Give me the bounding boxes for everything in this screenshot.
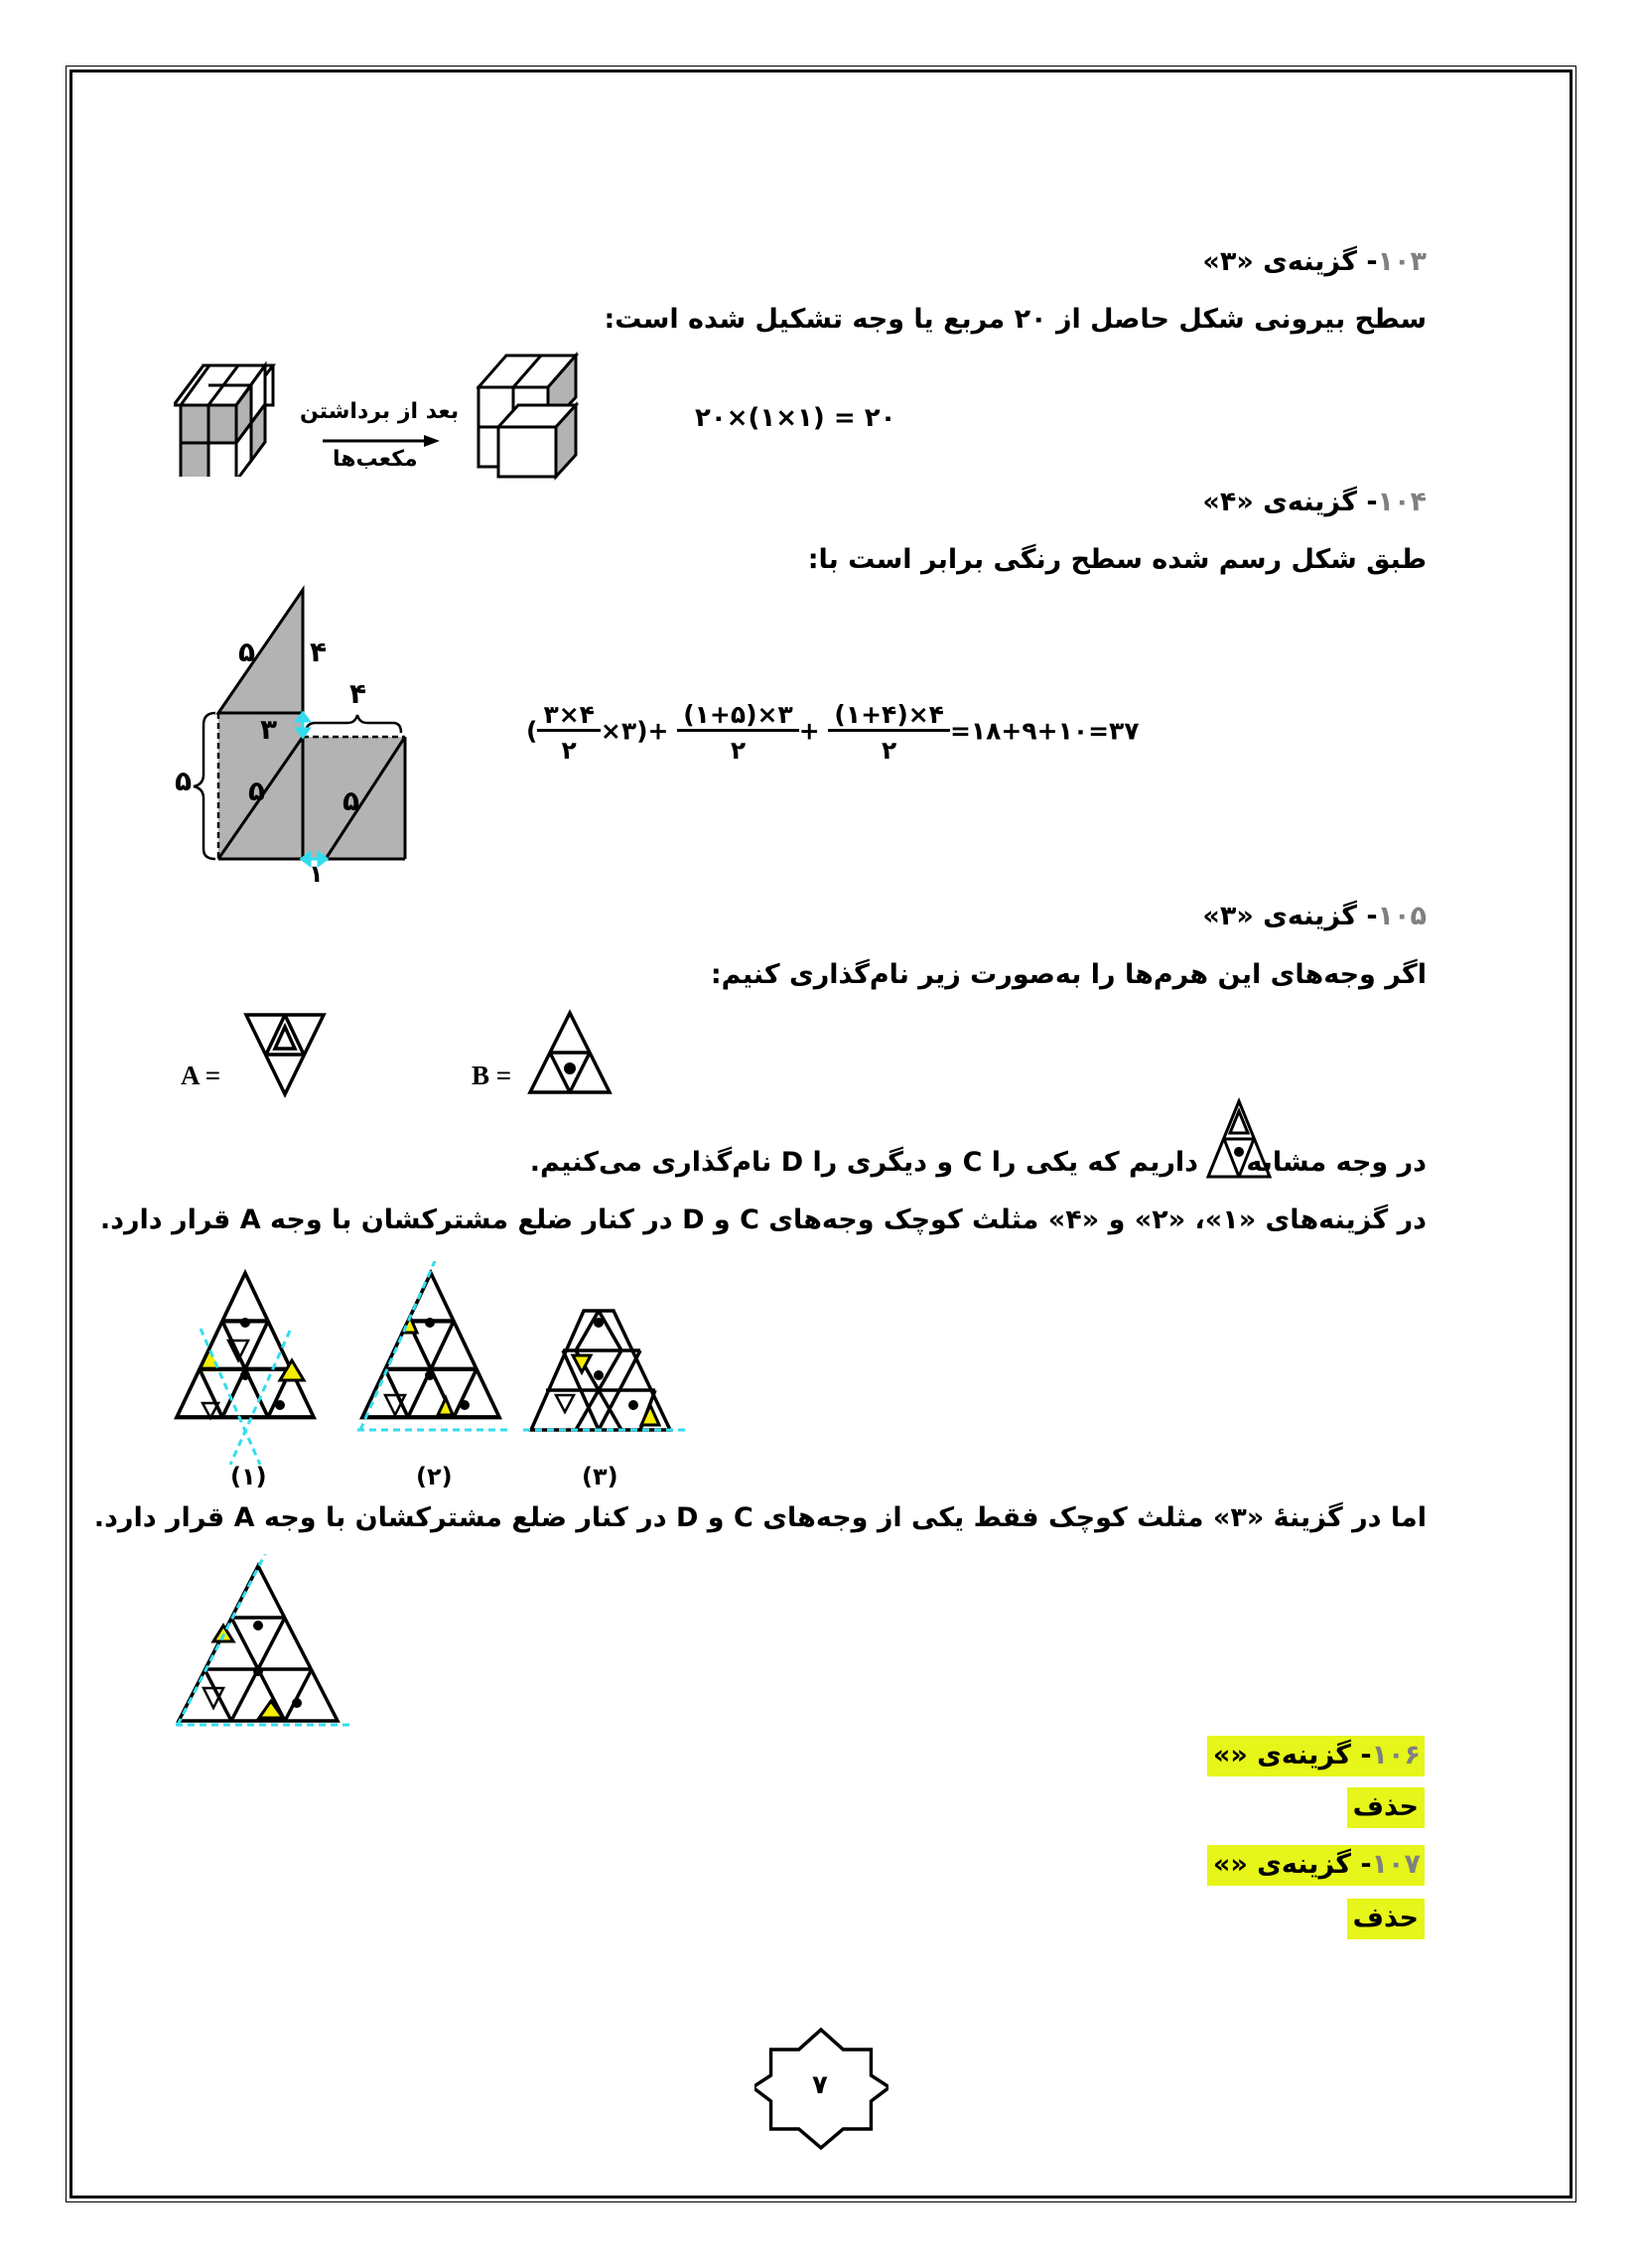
q103-remaining-cubes-figure (477, 348, 586, 482)
q106-heading (1207, 1736, 1425, 1776)
fraction-2-numerator: (۱+۵)×۳ (677, 700, 799, 732)
fraction-1-numerator: ۳×۴ (537, 700, 600, 732)
q107-number: ۱۰۷ (1371, 1849, 1421, 1880)
formula-fraction-2 (677, 700, 799, 765)
q103-arrow-bottom: مکعب‌ها (333, 447, 418, 472)
q104-label-left-brace: ۵ (175, 765, 193, 797)
face-b-figure (526, 1003, 615, 1097)
q107-heading (1207, 1845, 1425, 1886)
q107-heading-text: - گزینه‌ی «» (1212, 1849, 1372, 1880)
q105-text-2-start: در وجه مشابه (1246, 1147, 1427, 1178)
q107-note: حذف (1347, 1899, 1425, 1939)
label-face-a: A = (181, 1061, 221, 1090)
q103-arrow-top: بعد از برداشتن (300, 399, 460, 424)
fraction-2-denominator: ۲ (730, 736, 747, 765)
q103-text: سطح بیرونی شکل حاصل از ۲۰ مربع یا وجه تشکیل شده است: (604, 304, 1427, 335)
q104-formula (526, 700, 1140, 765)
q103-number: ۱۰۳ (1377, 246, 1427, 277)
q105-text-1: اگر وجه‌های این هرم‌ها را به‌صورت زیر نام‌گذاری کنیم: (710, 959, 1427, 990)
q106-heading-text: - گزینه‌ی «» (1212, 1740, 1372, 1771)
q103-heading (1202, 246, 1427, 277)
q104-area-figure (159, 576, 457, 894)
formula-result: =۱۸+۹+۱۰=۳۷ (949, 716, 1140, 746)
q105-heading-text: - گزینه‌ی «۳» (1202, 901, 1378, 931)
q104-text: طبق شکل رسم شده سطح رنگی برابر است با: (807, 544, 1427, 575)
q104-label-brace-top: ۴ (349, 677, 367, 710)
formula-fraction-3 (828, 700, 950, 765)
q104-label-diag-right: ۵ (342, 784, 360, 817)
q104-number: ۱۰۴ (1377, 487, 1427, 517)
page-number: ۷ (812, 2070, 828, 2100)
q103-heading-text: - گزینه‌ی «۳» (1202, 246, 1378, 277)
q104-label-bottom: ۱ (309, 860, 324, 888)
fraction-3-denominator: ۲ (882, 736, 897, 765)
q105-number: ۱۰۵ (1377, 901, 1427, 931)
q106-note: حذف (1347, 1787, 1425, 1828)
q104-label-hyp: ۵ (238, 636, 256, 668)
fraction-1-denominator: ۲ (561, 736, 577, 765)
option-caption-3: (۳) (582, 1463, 618, 1490)
face-c-d-figure (1204, 1097, 1274, 1182)
option-pyramid-nets (169, 1261, 764, 1465)
q106-number: ۱۰۶ (1371, 1740, 1421, 1771)
formula-open-paren: ( (526, 716, 538, 746)
option-caption-1: (۱) (230, 1463, 267, 1490)
q104-label-side: ۴ (310, 636, 328, 668)
q105-heading (1202, 901, 1427, 931)
q105-text-2-end: داریم که یکی را C و دیگری را D نام‌گذاری می‌کنیم. (529, 1147, 1198, 1178)
option-caption-2: (۲) (416, 1463, 453, 1490)
formula-fraction-1 (537, 700, 600, 765)
option-3-highlight-net (174, 1554, 362, 1738)
formula-after-fraction-1: ×۳)+ (600, 716, 669, 746)
q103-formula: ۲۰×(۱×۱) = ۲۰ (695, 403, 896, 433)
q104-heading-text: - گزینه‌ی «۴» (1202, 487, 1378, 517)
q105-text-4: اما در گزینهٔ «۳» مثلث کوچک فقط یکی از وجه‌های C و D در کنار ضلع مشترکشان با وجه A قرار دارد. (93, 1502, 1427, 1533)
formula-plus: + (798, 716, 820, 746)
face-a-figure (238, 1003, 338, 1102)
label-face-b: B = (472, 1061, 512, 1090)
q104-heading (1202, 487, 1427, 517)
q104-label-diag-left: ۵ (248, 775, 266, 807)
fraction-3-numerator: (۱+۴)×۴ (828, 700, 950, 732)
q104-label-base: ۳ (260, 713, 278, 746)
q105-text-3: در گزینه‌های «۱»، «۲» و «۴» مثلث کوچک وجه‌های C و D در کنار ضلع مشترکشان با وجه A قرار دارد. (99, 1205, 1427, 1235)
